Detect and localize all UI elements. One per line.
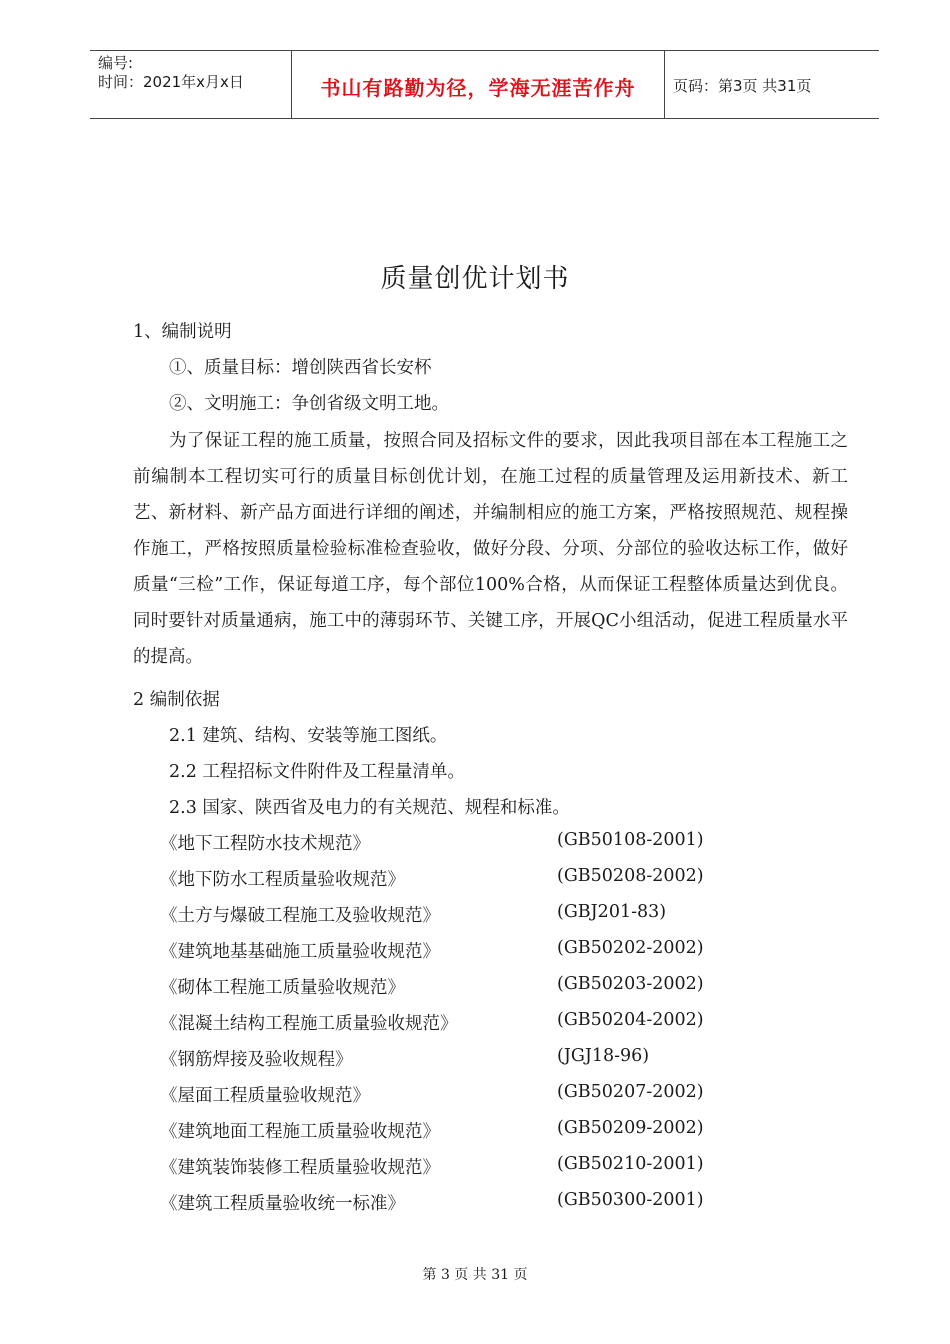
standard-name: 《屋面工程质量验收规范》 xyxy=(160,1086,370,1106)
page-header xyxy=(90,50,879,119)
page-footer: 第 3 页 共 31 页 xyxy=(422,1267,528,1283)
standard-code: (GB50208-2002) xyxy=(557,866,704,886)
section1-heading: 1、编制说明 xyxy=(133,322,232,342)
standard-name: 《地下工程防水技术规范》 xyxy=(160,834,370,854)
header-motto: 书山有路勤为径，学海无涯苦作舟 xyxy=(320,76,636,100)
standard-code: (GB50203-2002) xyxy=(557,974,704,994)
basis-item-2-3: 2.3 国家、陕西省及电力的有关规范、规程和标准。 xyxy=(169,798,570,818)
header-page-cell xyxy=(663,51,879,118)
header-motto-cell xyxy=(291,51,665,118)
section1-paragraph: 为了保证工程的施工质量，按照合同及招标文件的要求，因此我项目部在本工程施工之前编制本工程切实可行的质量目标创优计划，在施工过程的质量管理及运用新技术、新工艺、新材料、新产品方面进行详细的阐述，并编制相应的施工方案，严格按照规范、规程操作施工，严格按照质量检验标准检查验收，做好分段、分项、分部位的验收达标工作，做好质量“三检”工作，保证每道工序，每个部位100%合格，从而保证工程整体质量达到优良。同时要针对质量通病，施工中的薄弱环节、关键工序，开展QC小组活动，促进工程质量水平的提高。 xyxy=(133,431,848,667)
standard-code: (GB50202-2002) xyxy=(557,938,704,958)
standard-code: (GB50209-2002) xyxy=(557,1118,704,1138)
standard-code: (GB50204-2002) xyxy=(557,1010,704,1030)
standard-name: 《砌体工程施工质量验收规范》 xyxy=(160,978,405,998)
document-number-label: 编号: xyxy=(98,54,134,72)
header-meta-cell xyxy=(90,51,291,118)
standard-name: 《钢筋焊接及验收规程》 xyxy=(160,1050,353,1070)
header-page-number: 页码：第3页 共31页 xyxy=(673,77,812,95)
document-time-label: 时间：2021年x月x日 xyxy=(98,73,244,91)
standard-code: (GB50207-2002) xyxy=(557,1082,704,1102)
standard-name: 《建筑工程质量验收统一标准》 xyxy=(160,1194,405,1214)
basis-item-2-2: 2.2 工程招标文件附件及工程量清单。 xyxy=(169,762,465,782)
standard-code: (GB50210-2001) xyxy=(557,1154,704,1174)
standard-code: (GB50300-2001) xyxy=(557,1190,704,1210)
section2-heading: 2 编制依据 xyxy=(133,690,220,710)
standard-code: (JGJ18-96) xyxy=(557,1046,650,1066)
basis-item-2-1: 2.1 建筑、结构、安装等施工图纸。 xyxy=(169,726,448,746)
document-title: 质量创优计划书 xyxy=(380,264,570,294)
standard-code: (GB50108-2001) xyxy=(557,830,704,850)
standard-name: 《地下防水工程质量验收规范》 xyxy=(160,870,405,890)
standard-name: 《土方与爆破工程施工及验收规范》 xyxy=(160,906,440,926)
civilized-construction-item: ②、文明施工：争创省级文明工地。 xyxy=(169,394,449,414)
standard-name: 《建筑地基基础施工质量验收规范》 xyxy=(160,942,440,962)
standard-name: 《建筑装饰装修工程质量验收规范》 xyxy=(160,1158,440,1178)
standard-code: (GBJ201-83) xyxy=(557,902,667,922)
standard-name: 《建筑地面工程施工质量验收规范》 xyxy=(160,1122,440,1142)
quality-goal-item: ①、质量目标：增创陕西省长安杯 xyxy=(169,358,432,378)
standard-name: 《混凝土结构工程施工质量验收规范》 xyxy=(160,1014,458,1034)
